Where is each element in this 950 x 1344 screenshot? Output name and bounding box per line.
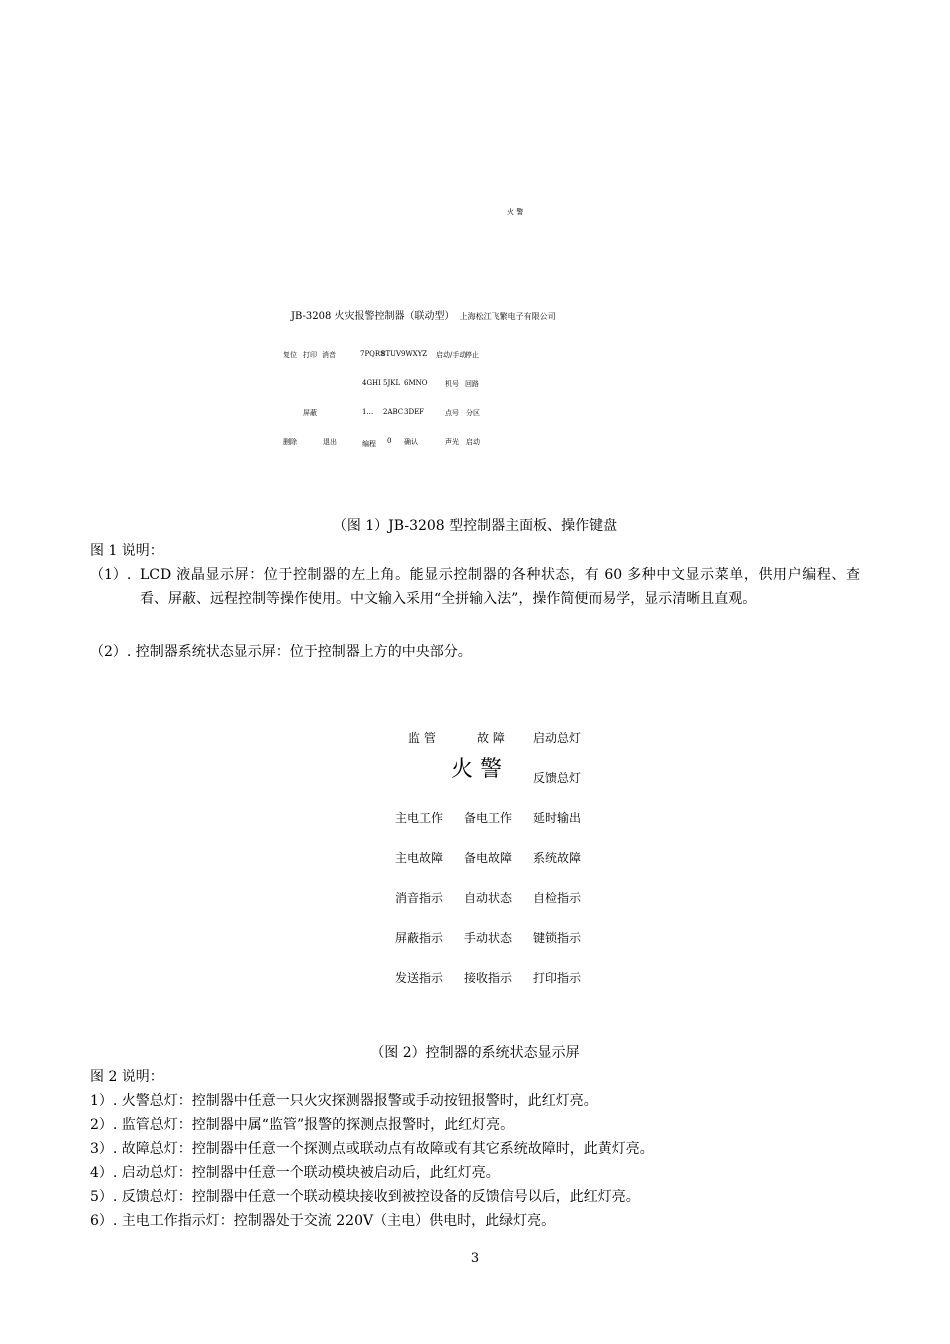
panel-title-row bbox=[291, 304, 556, 323]
desc2-item: 1）. 火警总灯：控制器中任意一只火灾探测器报警或手动按钮报警时，此红灯亮。 bbox=[90, 1093, 598, 1109]
lamp-receive-indicator: 接收指示 bbox=[464, 971, 513, 985]
key-shield[interactable]: 屏蔽 bbox=[303, 409, 317, 417]
desc2-item: 6）. 主电工作指示灯：控制器处于交流 220V（主电）供电时，此绿灯亮。 bbox=[90, 1213, 556, 1229]
desc1-item1-label: （1）. bbox=[90, 567, 132, 583]
desc2-item: 2）. 监管总灯：控制器中属“监管”报警的探测点报警时，此红灯亮。 bbox=[90, 1117, 515, 1133]
desc2-item: 4）. 启动总灯：控制器中任意一个联动模块被启动后，此红灯亮。 bbox=[90, 1165, 500, 1181]
key-zone[interactable]: 分区 bbox=[466, 409, 480, 417]
key-2[interactable]: 2ABC bbox=[383, 408, 404, 416]
panel-title: JB-3208 火灾报警控制器（联动型） bbox=[291, 311, 455, 322]
desc1-item2: （2）. 控制器系统状态显示屏：位于控制器上方的中央部分。 bbox=[90, 644, 472, 660]
page-number: 3 bbox=[470, 1251, 480, 1266]
lamp-auto-state: 自动状态 bbox=[464, 891, 513, 905]
key-8[interactable]: 8TUV bbox=[381, 350, 402, 358]
desc1-item1 bbox=[90, 563, 860, 611]
key-delete[interactable]: 删除 bbox=[283, 438, 297, 446]
key-auto-manual[interactable]: 启动/手动 bbox=[436, 351, 467, 359]
lamp-fault: 故 障 bbox=[477, 731, 505, 745]
company-name: 上海松江飞繁电子有限公司 bbox=[459, 312, 556, 321]
desc1-heading: 图 1 说明： bbox=[90, 543, 164, 559]
key-machine-no[interactable]: 机号 bbox=[445, 380, 459, 388]
lamp-shield-indicator: 屏蔽指示 bbox=[395, 931, 444, 945]
key-exit[interactable]: 退出 bbox=[323, 438, 337, 446]
key-stop[interactable]: 停止 bbox=[465, 351, 479, 359]
key-start[interactable]: 启动 bbox=[466, 438, 480, 446]
lamp-backup-power-fault: 备电故障 bbox=[464, 851, 513, 865]
lamp-backup-power-work: 备电工作 bbox=[464, 811, 513, 825]
key-program[interactable]: 编程 bbox=[362, 440, 376, 448]
desc2-heading: 图 2 说明： bbox=[90, 1069, 164, 1085]
key-loop[interactable]: 回路 bbox=[465, 380, 479, 388]
key-3[interactable]: 3DEF bbox=[404, 408, 425, 416]
key-sound-light[interactable]: 声光 bbox=[445, 438, 459, 446]
key-print[interactable]: 打印 bbox=[303, 351, 317, 359]
lamp-print-indicator: 打印指示 bbox=[533, 971, 582, 985]
lamp-start-total: 启动总灯 bbox=[533, 731, 582, 745]
lamp-delay-output: 延时输出 bbox=[533, 811, 582, 825]
lamp-silence-indicator: 消音指示 bbox=[395, 891, 444, 905]
lamp-system-fault: 系统故障 bbox=[533, 851, 582, 865]
lamp-manual-state: 手动状态 bbox=[464, 931, 513, 945]
figure2-caption: （图 2）控制器的系统状态显示屏 bbox=[370, 1045, 580, 1061]
lamp-main-power-work: 主电工作 bbox=[395, 811, 444, 825]
lamp-main-power-fault: 主电故障 bbox=[395, 851, 444, 865]
key-7[interactable]: 7PQRS bbox=[360, 350, 385, 358]
desc2-item: 5）. 反馈总灯：控制器中任意一个联动模块接收到被控设备的反馈信号以后，此红灯亮。 bbox=[90, 1189, 640, 1205]
lamp-selfcheck-indicator: 自检指示 bbox=[533, 891, 582, 905]
key-reset[interactable]: 复位 bbox=[283, 351, 297, 359]
lamp-fire-alarm: 火 警 bbox=[451, 757, 502, 782]
key-9[interactable]: 9WXYZ bbox=[401, 350, 428, 358]
key-1[interactable]: 1... bbox=[362, 408, 374, 416]
lamp-send-indicator: 发送指示 bbox=[395, 971, 444, 985]
fire-alarm-small-label: 火 警 bbox=[507, 208, 524, 216]
key-0[interactable]: 0 bbox=[387, 437, 392, 445]
key-5[interactable]: 5JKL bbox=[383, 379, 401, 387]
key-confirm[interactable]: 确认 bbox=[404, 438, 418, 446]
lamp-keylock-indicator: 键锁指示 bbox=[533, 931, 582, 945]
key-6[interactable]: 6MNO bbox=[404, 379, 428, 387]
key-point-no[interactable]: 点号 bbox=[445, 409, 459, 417]
figure1-caption: （图 1）JB-3208 型控制器主面板、操作键盘 bbox=[332, 518, 618, 534]
desc2-item: 3）. 故障总灯：控制器中任意一个探测点或联动点有故障或有其它系统故障时，此黄灯亮。 bbox=[90, 1141, 654, 1157]
lamp-feedback-total: 反馈总灯 bbox=[533, 771, 582, 785]
key-silence[interactable]: 消音 bbox=[322, 351, 336, 359]
key-4[interactable]: 4GHI bbox=[362, 379, 381, 387]
desc2-list bbox=[90, 1089, 654, 1233]
lamp-supervise: 监 管 bbox=[408, 731, 436, 745]
desc1-item1-text: LCD 液晶显示屏：位于控制器的左上角。能显示控制器的各种状态，有 60 多种中文显示菜单，供用户编程、查看、屏蔽、远程控制等操作使用。中文输入采用“全拼输入法”，操作简便而易学，显示清晰且直观。 bbox=[140, 567, 860, 607]
